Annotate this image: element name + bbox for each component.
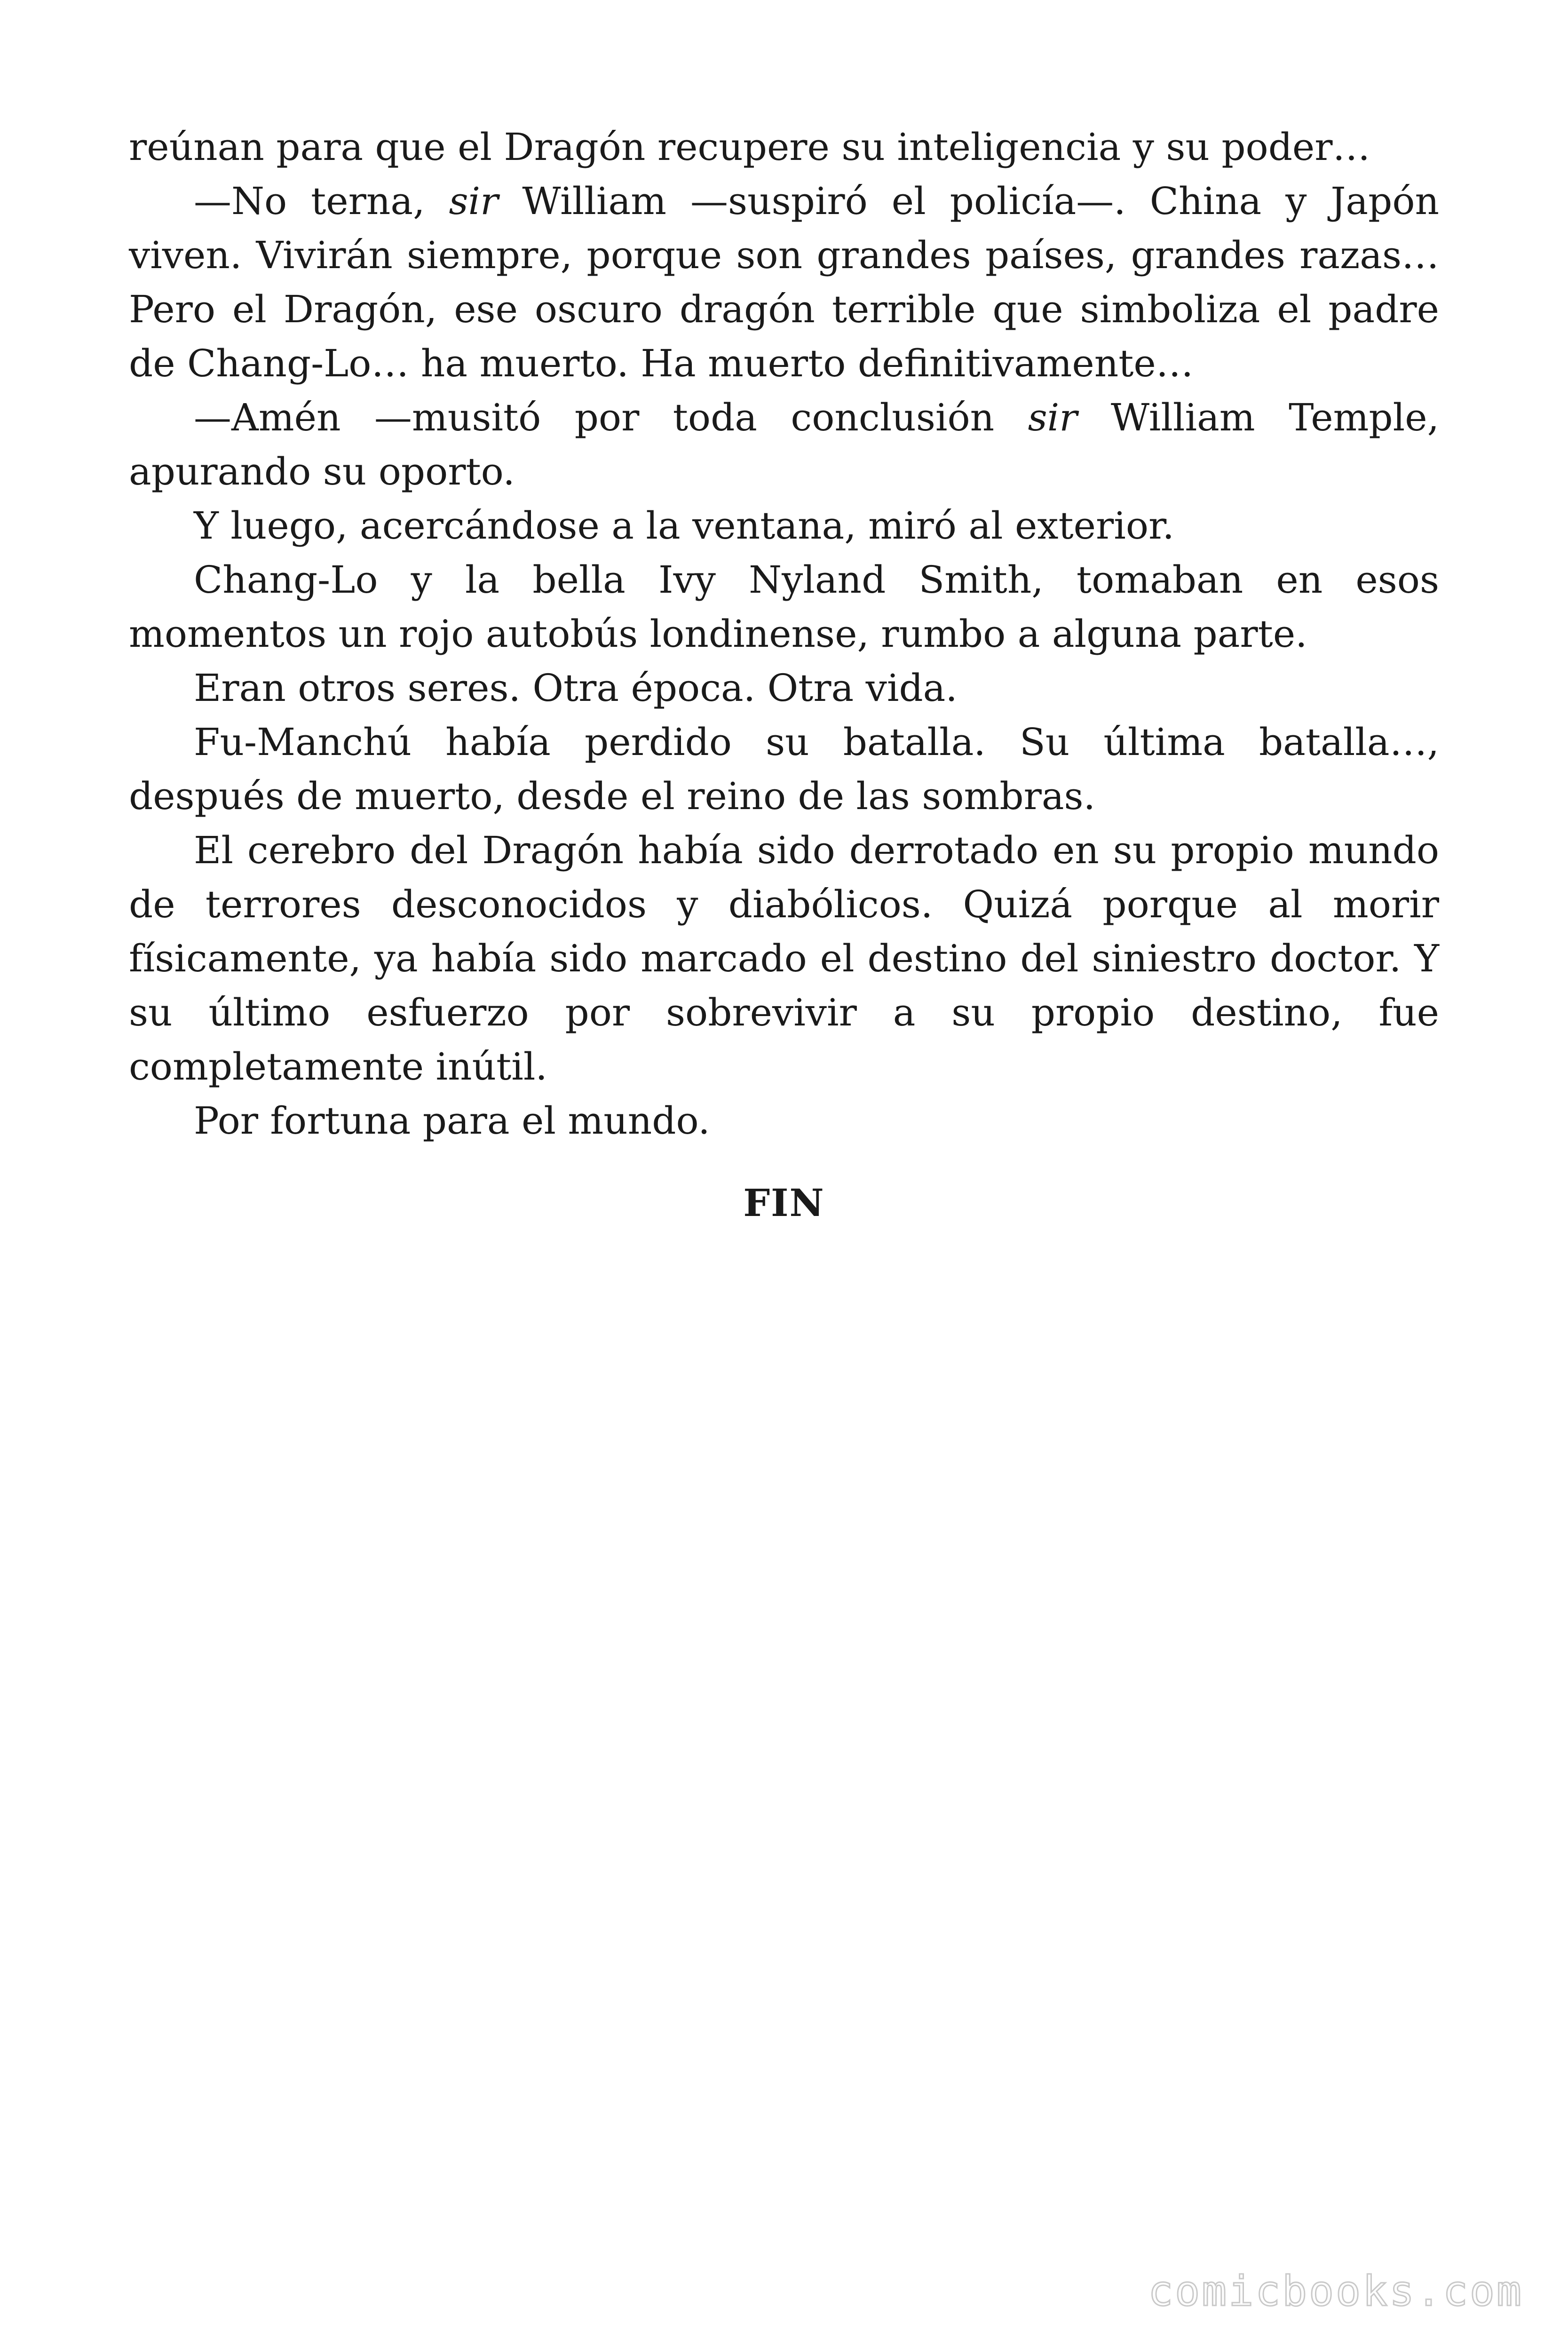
paragraph-8: El cerebro del Dragón había sido derrotado en su propio mundo de terrores desconocidos y diabólicos. Quizá porque al morir físicamente, ya había sido marcado el destino del siniestro doctor. Y su último esfuerzo por sobrevivir a su propio destino, fue completamente inútil. (129, 828, 1439, 1089)
paragraph-4: Y luego, acercándose a la ventana, miró al exterior. (194, 504, 1174, 548)
paragraph-5: Chang-Lo y la bella Ivy Nyland Smith, tomaban en esos momentos un rojo autobús londinense, rumbo a alguna parte. (129, 558, 1439, 656)
paragraph-1: reúnan para que el Dragón recupere su inteligencia y su poder… (129, 125, 1370, 169)
text-column (129, 120, 1439, 1230)
italic-sir: sir (449, 179, 499, 223)
paragraph-7: Fu-Manchú había perdido su batalla. Su última batalla…, después de muerto, desde el reino de las sombras. (129, 720, 1439, 818)
watermark-logo: comicbooks.com (1148, 2267, 1523, 2315)
ending-fin: FIN (743, 1181, 825, 1225)
paragraph-6: Eran otros seres. Otra época. Otra vida. (194, 666, 958, 710)
italic-sir: sir (1028, 396, 1077, 439)
paragraph-9: Por fortuna para el mundo. (194, 1099, 710, 1143)
paragraph-2: —No terna, sir William —suspiró el policía—. China y Japón viven. Vivirán siempre, porque son grandes países, grandes razas… Pero el Dragón, ese oscuro dragón terrible que simboliza el padre de Chang-Lo… ha muerto. Ha muerto definitivamente… (129, 179, 1440, 385)
paragraph-3: —Amén —musitó por toda conclusión sir William Temple, apurando su oporto. (129, 396, 1439, 493)
